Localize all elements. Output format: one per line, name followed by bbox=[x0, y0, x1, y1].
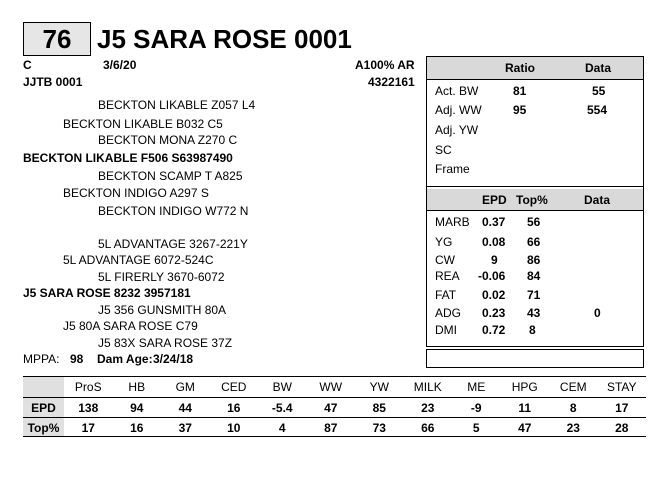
marb-label: MARB bbox=[435, 215, 470, 229]
pedigree-sire-dam-dam: BECKTON INDIGO W772 N bbox=[98, 204, 249, 218]
fat-top: 71 bbox=[527, 288, 541, 302]
marb-top: 56 bbox=[527, 215, 541, 229]
dmi-top: 8 bbox=[529, 323, 536, 337]
pedigree-dam-dam-dam: J5 83X SARA ROSE 37Z bbox=[98, 336, 233, 350]
adg-top: 43 bbox=[527, 306, 541, 320]
breed-percent: A100% AR bbox=[355, 58, 415, 72]
adg-epd: 0.23 bbox=[482, 306, 506, 320]
epd-table bbox=[23, 376, 646, 437]
pedigree-dam-sire-dam: 5L FIRERLY 3670-6072 bbox=[98, 270, 225, 284]
adj-ww-label: Adj. WW bbox=[435, 103, 482, 117]
table-header-border bbox=[23, 397, 646, 398]
adj-yw-label: Adj. YW bbox=[435, 123, 479, 137]
header-cell: GM bbox=[175, 380, 195, 394]
act-bw-data: 55 bbox=[592, 84, 606, 98]
carcass-data-column-header: Data bbox=[584, 193, 611, 207]
top-percent-column-header: Top% bbox=[516, 193, 548, 207]
header-cell: WW bbox=[319, 380, 343, 394]
carcass-panel-header bbox=[427, 189, 643, 211]
fat-label: FAT bbox=[435, 288, 457, 302]
epd-cell: 44 bbox=[178, 401, 192, 415]
header-cell: CED bbox=[221, 380, 247, 394]
header-cell: MILK bbox=[413, 380, 442, 394]
epd-cell: -9 bbox=[470, 401, 482, 415]
epd-cell: 47 bbox=[324, 401, 338, 415]
epd-cell: 94 bbox=[130, 401, 144, 415]
adg-data: 0 bbox=[594, 306, 601, 320]
top-percent-cell: 47 bbox=[518, 421, 532, 435]
epd-cell: 16 bbox=[227, 401, 241, 415]
notes-box bbox=[426, 349, 644, 368]
fat-epd: 0.02 bbox=[482, 288, 506, 302]
cw-top: 86 bbox=[527, 253, 541, 267]
top-percent-row-label: Top% bbox=[27, 421, 60, 435]
registration-number: 4322161 bbox=[368, 75, 415, 89]
yg-epd: 0.08 bbox=[482, 235, 506, 249]
pedigree-dam-sire: 5L ADVANTAGE 6072-524C bbox=[63, 253, 214, 267]
epd-column-header: EPD bbox=[482, 193, 507, 207]
epd-cell: 8 bbox=[569, 401, 577, 415]
table-top-border bbox=[23, 376, 646, 377]
dam-age-label: Dam Age: bbox=[97, 352, 153, 366]
pedigree-sire-sire-sire: BECKTON LIKABLE Z057 L4 bbox=[98, 98, 256, 112]
mppa-value: 98 bbox=[70, 352, 84, 366]
sc-label: SC bbox=[435, 143, 452, 157]
header-cell: BW bbox=[272, 380, 292, 394]
top-percent-cell: 23 bbox=[566, 421, 580, 435]
data-column-header: Data bbox=[585, 61, 612, 75]
header-cell: HB bbox=[128, 380, 146, 394]
top-percent-cell: 17 bbox=[81, 421, 95, 435]
tattoo: JJTB 0001 bbox=[23, 75, 83, 89]
epd-cell: 138 bbox=[78, 401, 99, 415]
table-row-border bbox=[23, 417, 646, 418]
pedigree-dam-dam-sire: J5 356 GUNSMITH 80A bbox=[98, 303, 227, 317]
top-percent-cell: 4 bbox=[278, 421, 286, 435]
frame-label: Frame bbox=[435, 162, 470, 176]
ratio-column-header: Ratio bbox=[505, 61, 535, 75]
adj-ww-ratio: 95 bbox=[513, 103, 527, 117]
panel-divider bbox=[427, 186, 643, 187]
header-cell: ME bbox=[467, 380, 486, 394]
dmi-epd: 0.72 bbox=[482, 323, 506, 337]
top-percent-cell: 66 bbox=[421, 421, 435, 435]
pedigree-sire-dam: BECKTON INDIGO A297 S bbox=[63, 186, 209, 200]
epd-cell: 17 bbox=[615, 401, 629, 415]
sex: C bbox=[23, 58, 32, 72]
table-bottom-border bbox=[23, 436, 646, 437]
adj-ww-data: 554 bbox=[587, 103, 608, 117]
top-percent-cell: 5 bbox=[472, 421, 480, 435]
top-percent-cell: 10 bbox=[227, 421, 241, 435]
dmi-label: DMI bbox=[435, 323, 457, 337]
pedigree-sire-sire: BECKTON LIKABLE B032 C5 bbox=[63, 117, 223, 131]
rea-epd: -0.06 bbox=[478, 269, 506, 283]
epd-cell: 11 bbox=[518, 401, 532, 415]
header-cell: CEM bbox=[559, 380, 587, 394]
animal-name: J5 SARA ROSE 0001 bbox=[97, 24, 352, 54]
header-cell: STAY bbox=[606, 380, 637, 394]
cw-epd: 9 bbox=[491, 253, 498, 267]
adg-label: ADG bbox=[435, 306, 462, 320]
rea-label: REA bbox=[435, 269, 460, 283]
yg-top: 66 bbox=[527, 235, 541, 249]
marb-epd: 0.37 bbox=[482, 215, 506, 229]
yg-label: YG bbox=[435, 235, 453, 249]
pedigree-dam-dam: J5 80A SARA ROSE C79 bbox=[63, 319, 198, 333]
cw-label: CW bbox=[435, 253, 455, 267]
top-percent-cell: 87 bbox=[324, 421, 338, 435]
pedigree-dam: J5 SARA ROSE 8232 3957181 bbox=[23, 286, 191, 300]
act-bw-label: Act. BW bbox=[435, 84, 479, 98]
birth-date: 3/6/20 bbox=[103, 58, 137, 72]
epd-cell: 23 bbox=[421, 401, 435, 415]
epd-cell: -5.4 bbox=[271, 401, 293, 415]
pedigree-dam-sire-sire: 5L ADVANTAGE 3267-221Y bbox=[98, 237, 248, 251]
rea-top: 84 bbox=[527, 269, 541, 283]
header-cell: YW bbox=[369, 380, 389, 394]
epd-row-label: EPD bbox=[31, 401, 56, 415]
top-percent-cell: 16 bbox=[130, 421, 144, 435]
lot-number: 76 bbox=[23, 22, 91, 56]
performance-panel bbox=[426, 56, 644, 347]
ratio-panel-header bbox=[427, 57, 643, 80]
top-percent-cell: 28 bbox=[615, 421, 629, 435]
pedigree-sire-sire-dam: BECKTON MONA Z270 C bbox=[98, 133, 238, 147]
dam-age-value: 3/24/18 bbox=[153, 352, 194, 366]
top-percent-cell: 73 bbox=[372, 421, 386, 435]
pedigree-sire-dam-sire: BECKTON SCAMP T A825 bbox=[98, 169, 243, 183]
header-cell: HPG bbox=[511, 380, 538, 394]
header-cell: ProS bbox=[74, 380, 102, 394]
epd-cell: 85 bbox=[372, 401, 386, 415]
pedigree-sire: BECKTON LIKABLE F506 S63987490 bbox=[23, 151, 233, 165]
top-percent-cell: 37 bbox=[178, 421, 192, 435]
mppa-label: MPPA: bbox=[23, 352, 60, 366]
act-bw-ratio: 81 bbox=[513, 84, 527, 98]
